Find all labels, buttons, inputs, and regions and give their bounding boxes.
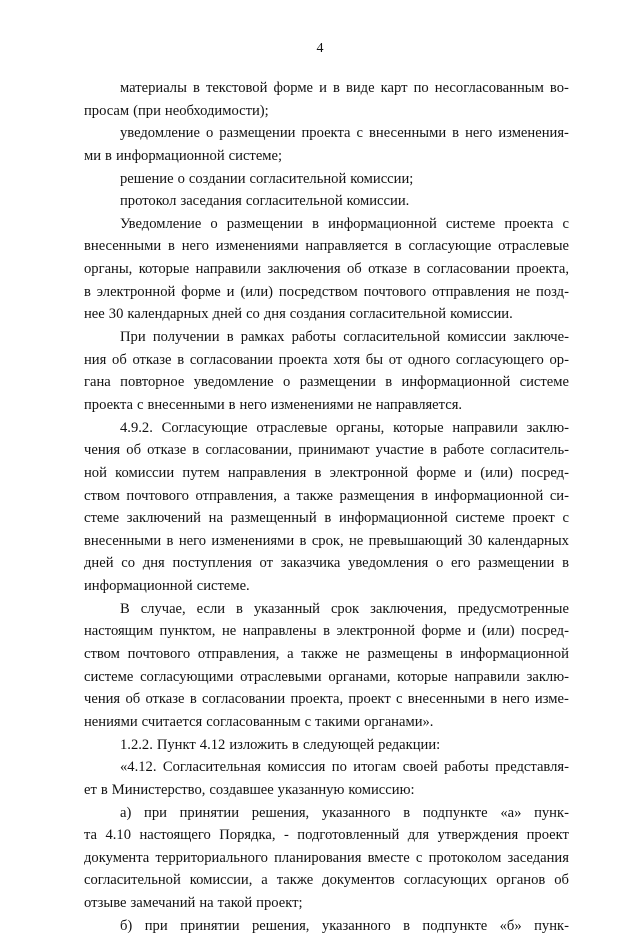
text-line: та 4.10 настоящего Порядка, - подготовленный для утверждения проект [84,827,569,844]
text-line: б) при принятии решения, указанного в подпункте «б» пунк- [120,917,569,934]
text-line: нее 30 календарных дней со дня создания согласительной комиссии. [84,306,513,323]
text-line: дней со дня поступления от заказчика уведомления о его размещении в [84,555,569,572]
text-line: а) при принятии решения, указанного в подпункте «а» пунк- [120,804,569,821]
text-line: ством почтового отправления, а также размещения в информационной си- [84,487,569,504]
text-line: ния об отказе в согласовании проекта хотя бы от одного согласующего ор- [84,351,569,368]
text-line: внесенными в него изменениями в срок, не превышающий 30 календарных [84,532,569,549]
text-line: документа территориального планирования вместе с протоколом заседания [84,849,569,866]
text-line: стеме заключений на размещенный в информационной системе проект с [84,510,569,527]
text-line: ет в Министерство, создавшее указанную комиссию: [84,781,415,798]
text-line: При получении в рамках работы согласительной комиссии заключе- [120,329,569,346]
text-line: «4.12. Согласительная комиссия по итогам своей работы представля- [120,759,569,776]
text-line: В случае, если в указанный срок заключения, предусмотренные [120,600,569,617]
text-line: чения об отказе в согласовании, принимают участие в работе согласитель- [84,442,569,459]
text-line: 1.2.2. Пункт 4.12 изложить в следующей редакции: [120,736,441,753]
text-line: уведомление о размещении проекта с внесенными в него изменения- [120,125,569,142]
text-line: просам (при необходимости); [84,102,269,119]
text-line: внесенными в него изменениями направляется в согласующие отраслевые [84,238,569,255]
text-line: Уведомление о размещении в информационной системе проекта с [120,215,569,232]
text-line: 4.9.2. Согласующие отраслевые органы, которые направили заклю- [120,419,569,436]
text-line: настоящим пунктом, не направлены в электронной форме и (или) посред- [84,623,569,640]
text-line: ной комиссии путем направления в электронной форме и (или) посред- [84,464,569,481]
text-line: нениями считается согласованным с такими органами». [84,713,434,730]
text-line: системе согласующими отраслевыми органами, которые направили заклю- [84,668,569,685]
text-line: в электронной форме и (или) посредством почтового отправления не позд- [84,283,569,300]
text-line: информационной системе. [84,578,250,595]
text-line: протокол заседания согласительной комиссии. [120,193,410,210]
text-line: чения об отказе в согласовании проекта, проект с внесенными в него изме- [84,691,569,708]
text-line: решение о создании согласительной комиссии; [120,170,414,187]
text-line: органы, которые направили заключения об отказе в согласовании проекта, [84,261,569,278]
document-body [84,77,569,937]
text-line: согласительной комиссии, а также документов согласующих органов об [84,872,569,889]
text-line: материалы в текстовой форме и в виде карт по несогласованным во- [120,80,569,96]
text-line: ми в информационной системе; [84,147,283,164]
text-line: гана повторное уведомление о размещении в информационной системе [84,374,569,391]
text-line: отзыве замечаний на такой проект; [84,895,303,912]
text-line: ством почтового отправления, а также не размещены в информационной [84,646,569,663]
page-number: 4 [316,41,324,56]
text-line: проекта с внесенными в него изменениями не направляется. [84,396,463,413]
